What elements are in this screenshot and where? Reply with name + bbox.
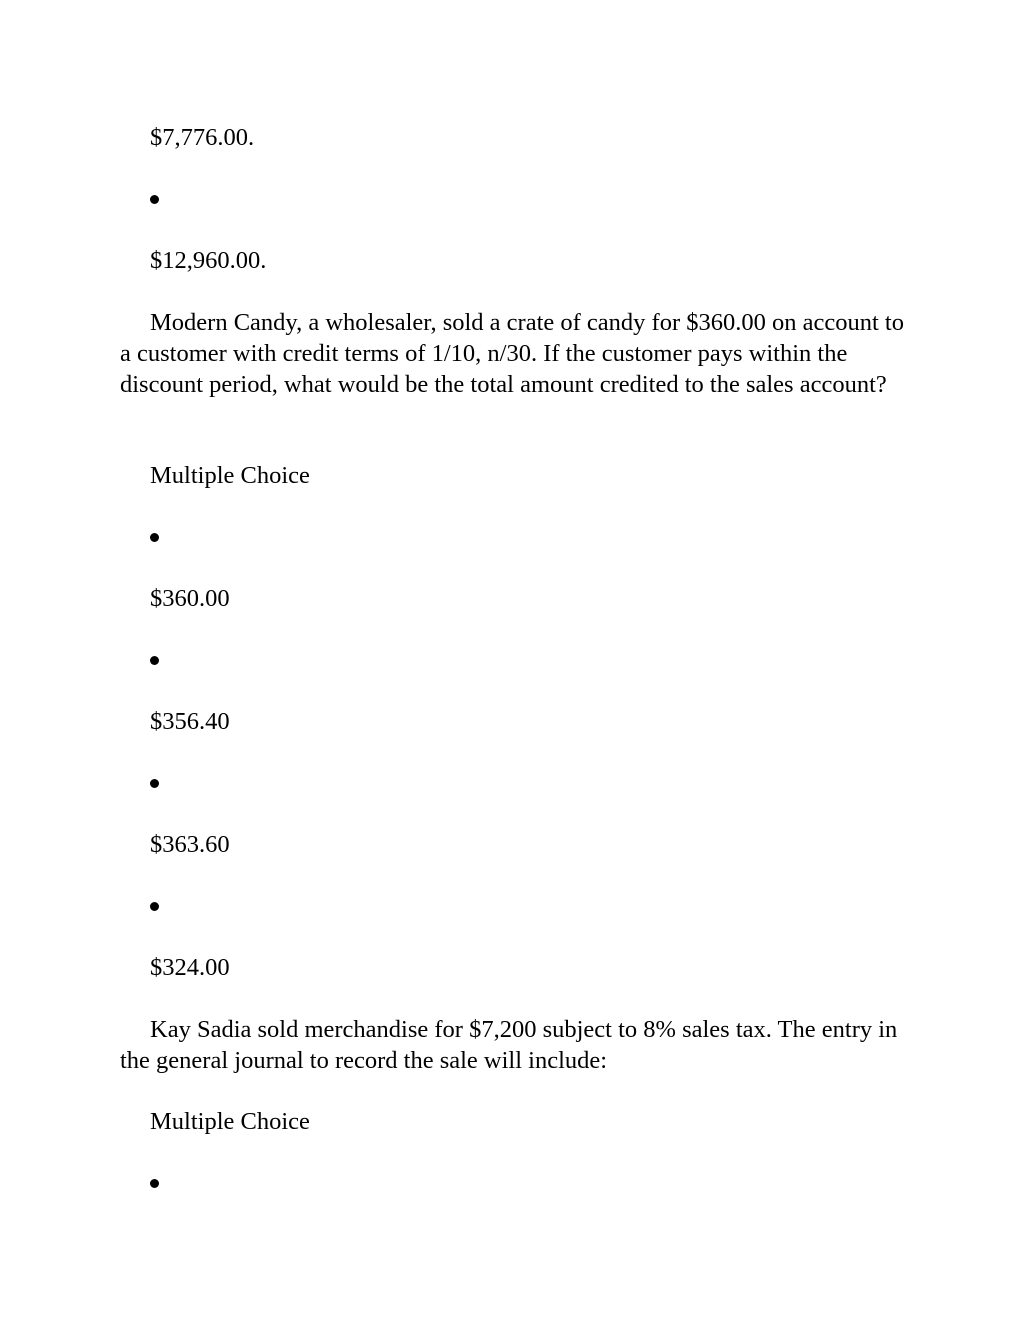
answer-option[interactable]: $12,960.00. <box>150 247 267 274</box>
question-type-label: Multiple Choice <box>150 1108 310 1135</box>
question-type-label: Multiple Choice <box>150 462 310 489</box>
answer-option[interactable]: $324.00 <box>150 954 230 981</box>
answer-option[interactable]: $7,776.00. <box>150 124 255 151</box>
option-bullet[interactable] <box>150 779 159 788</box>
option-bullet[interactable] <box>150 1179 159 1188</box>
answer-option[interactable]: $356.40 <box>150 708 230 735</box>
question-text: Kay Sadia sold merchandise for $7,200 subject to 8% sales tax. The entry in the general journal to record the sale will include: <box>120 1016 898 1074</box>
option-bullet[interactable] <box>150 195 159 204</box>
question-text: Modern Candy, a wholesaler, sold a crate of candy for $360.00 on account to a customer with credit terms of 1/10, n/30. If the customer pays within the discount period, what would be the total amount credited to the sales account? <box>120 309 904 398</box>
option-bullet[interactable] <box>150 902 159 911</box>
answer-option[interactable]: $360.00 <box>150 585 230 612</box>
option-bullet[interactable] <box>150 533 159 542</box>
answer-option[interactable]: $363.60 <box>150 831 230 858</box>
option-bullet[interactable] <box>150 656 159 665</box>
